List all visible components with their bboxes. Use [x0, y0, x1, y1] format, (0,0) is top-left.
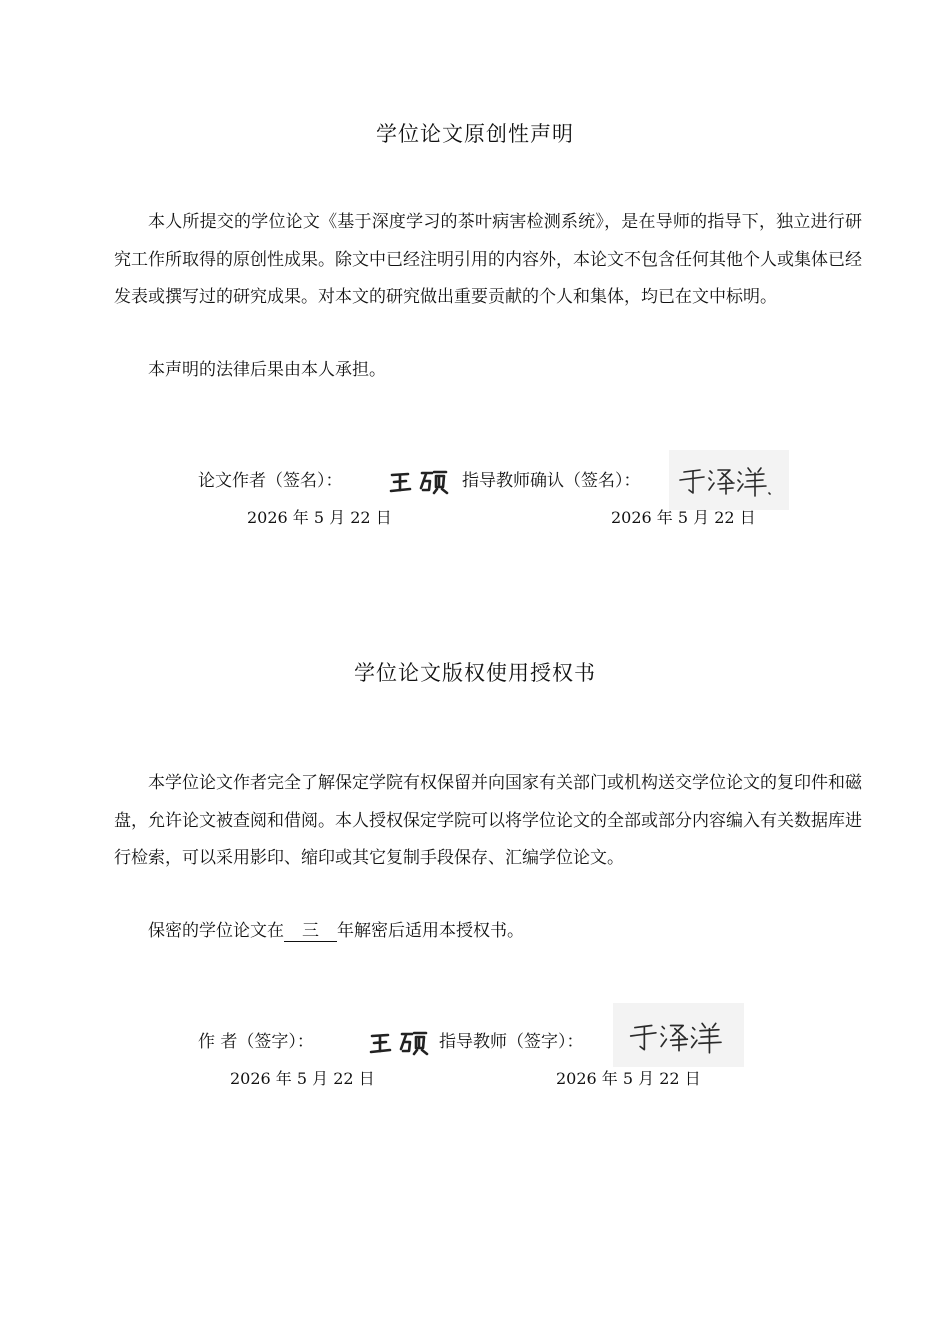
authorization-paragraph-2	[114, 913, 862, 951]
declaration-advisor-label: 指导教师确认（签名）：	[462, 471, 641, 491]
declaration-author-signature	[388, 466, 452, 496]
authorization-paragraph-2-prefix: 保密的学位论文在	[148, 921, 284, 941]
declaration-author-date: 2026 年 5 月 22 日	[247, 508, 392, 527]
authorization-advisor-date: 2026 年 5 月 22 日	[556, 1069, 701, 1088]
declaration-title: 学位论文原创性声明	[376, 122, 574, 146]
authorization-author-signature	[368, 1027, 432, 1057]
declaration-advisor-signature	[676, 460, 776, 500]
authorization-advisor-signature	[626, 1015, 732, 1057]
authorization-paragraph-2-suffix: 年解密后适用本授权书。	[337, 921, 524, 941]
declaration-advisor-date: 2026 年 5 月 22 日	[611, 508, 756, 527]
declaration-paragraph-1: 本人所提交的学位论文《基于深度学习的茶叶病害检测系统》，是在导师的指导下，独立进行研究工作所取得的原创性成果。除文中已经注明引用的内容外，本论文不包含任何其他个人或集体已经发表或撰写过的研究成果。对本文的研究做出重要贡献的个人和集体，均已在文中标明。	[114, 212, 862, 307]
declaration-author-label: 论文作者（签名）：	[198, 471, 343, 491]
declaration-paragraph-2: 本声明的法律后果由本人承担。	[148, 360, 386, 380]
authorization-author-label: 作 者（签字）：	[198, 1032, 314, 1052]
authorization-author-date: 2026 年 5 月 22 日	[230, 1069, 375, 1088]
authorization-title: 学位论文版权使用授权书	[354, 661, 596, 685]
authorization-paragraph-1: 本学位论文作者完全了解保定学院有权保留并向国家有关部门或机构送交学位论文的复印件和磁盘，允许论文被查阅和借阅。本人授权保定学院可以将学位论文的全部或部分内容编入有关数据库进行检索，可以采用影印、缩印或其它复制手段保存、汇编学位论文。	[114, 773, 862, 868]
authorization-advisor-label: 指导教师（签字）：	[439, 1032, 584, 1052]
secrecy-years-blank: 三	[284, 921, 337, 942]
